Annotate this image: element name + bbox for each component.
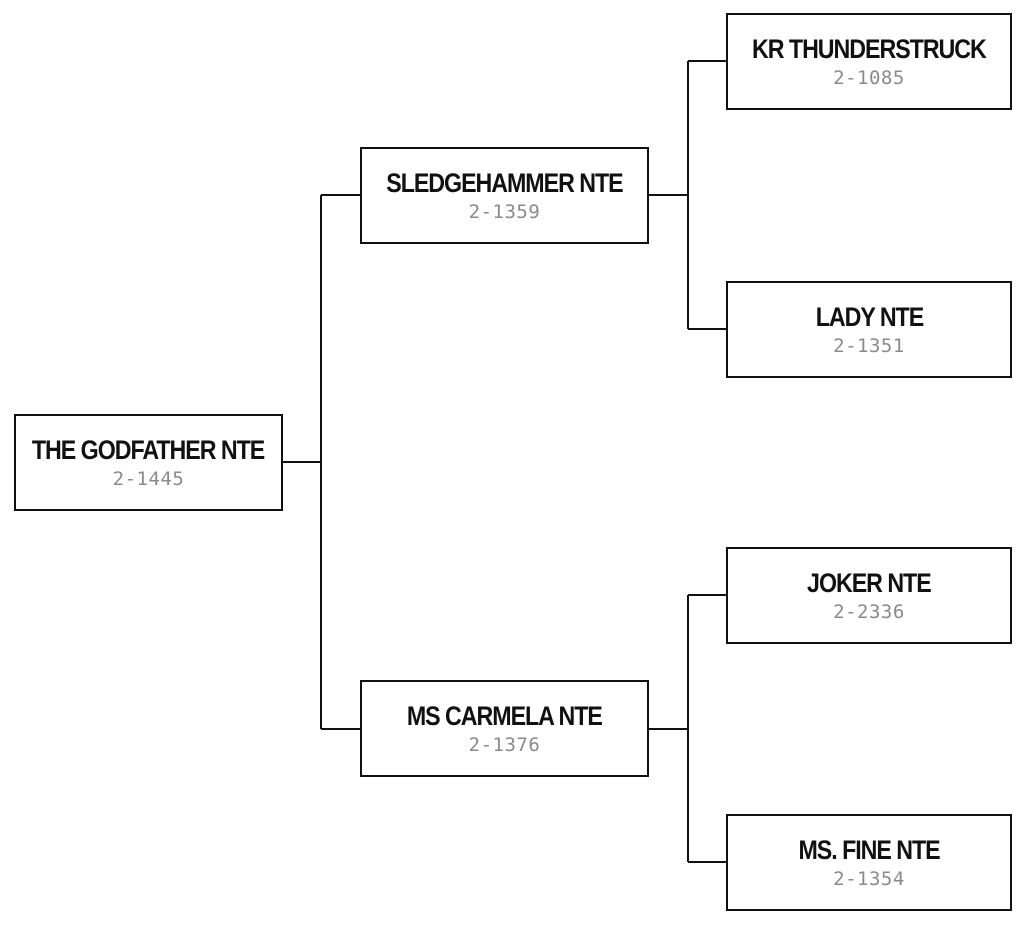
horse-name: MS. FINE NTE: [798, 834, 940, 865]
registration-number: 2-1376: [468, 733, 541, 756]
pedigree-node-dam-sire: [726, 547, 1012, 644]
pedigree-node-subject: [14, 414, 283, 511]
horse-name: LADY NTE: [815, 301, 923, 332]
connector-sire-parents: [649, 61, 726, 329]
pedigree-node-dam-dam: [726, 814, 1012, 911]
horse-name: SLEDGEHAMMER NTE: [386, 167, 623, 198]
pedigree-node-sire: [360, 147, 649, 244]
registration-number: 2-2336: [833, 600, 905, 623]
connector-subject-parents: [283, 195, 360, 729]
horse-name: KR THUNDERSTRUCK: [752, 33, 986, 64]
horse-name: JOKER NTE: [807, 567, 931, 598]
horse-name: THE GODFATHER NTE: [32, 434, 265, 465]
registration-number: 2-1359: [468, 200, 541, 223]
registration-number: 2-1085: [833, 66, 905, 89]
pedigree-node-dam: [360, 680, 649, 777]
registration-number: 2-1351: [833, 334, 905, 357]
pedigree-node-sire-dam: [726, 281, 1012, 378]
connector-dam-parents: [649, 595, 726, 862]
pedigree-node-sire-sire: [726, 13, 1012, 110]
horse-name: MS CARMELA NTE: [407, 700, 602, 731]
registration-number: 2-1445: [112, 467, 185, 490]
registration-number: 2-1354: [833, 867, 905, 890]
